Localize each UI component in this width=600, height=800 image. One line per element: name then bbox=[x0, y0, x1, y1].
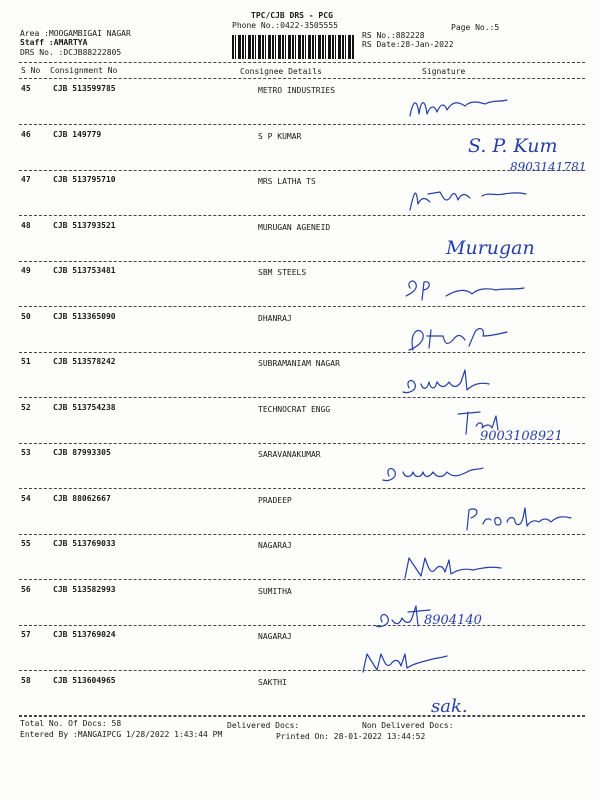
row-consignment: CJB 513795710 bbox=[53, 175, 116, 184]
signature-53 bbox=[375, 452, 490, 492]
footer-divider bbox=[19, 715, 585, 716]
page-title: TPC/CJB DRS - PCG bbox=[251, 11, 333, 20]
row-consignment: CJB 149779 bbox=[53, 129, 102, 139]
signature-46 bbox=[460, 128, 595, 174]
row-sno: 47 bbox=[21, 175, 31, 184]
row-sno: 50 bbox=[21, 311, 31, 321]
col-consignee: Consignee Details bbox=[240, 67, 322, 76]
row-sno: 57 bbox=[21, 630, 31, 639]
row-sno: 48 bbox=[21, 220, 31, 230]
row-sno: 56 bbox=[21, 584, 31, 594]
total-docs: Total No. Of Docs: 58 bbox=[20, 719, 122, 728]
signature-58-text: sak. bbox=[431, 696, 468, 717]
row-sno: 58 bbox=[21, 675, 31, 685]
signature-54 bbox=[455, 500, 585, 536]
signature-46-text: S. P. Kum bbox=[468, 135, 558, 157]
table-row bbox=[0, 358, 600, 403]
row-consignee: SBM STEELS bbox=[258, 268, 307, 277]
row-consignment: CJB 88062667 bbox=[53, 493, 111, 503]
barcode bbox=[232, 35, 354, 59]
row-consignee: S P KUMAR bbox=[258, 131, 302, 141]
row-sno: 54 bbox=[21, 493, 31, 503]
printed-on: Printed On: 28-01-2022 13:44:52 bbox=[276, 732, 426, 741]
drs-number: DRS No. :DCJB88222805 bbox=[20, 48, 122, 57]
row-consignee: PRADEEP bbox=[258, 495, 292, 505]
row-consignment: CJB 513753481 bbox=[53, 266, 116, 275]
signature-56 bbox=[372, 598, 512, 640]
staff-label: Staff :AMARTYA bbox=[20, 38, 88, 47]
header-divider-top bbox=[19, 62, 585, 63]
row-consignee: TECHNOCRAT ENGG bbox=[258, 404, 331, 414]
row-sno: 45 bbox=[21, 84, 31, 93]
non-delivered-docs: Non Delivered Docs: bbox=[362, 721, 454, 730]
row-consignee: SAKTHI bbox=[258, 677, 287, 687]
row-consignee: MRS LATHA TS bbox=[258, 177, 316, 186]
row-consignment: CJB 513582993 bbox=[53, 584, 116, 594]
page-number: Page No.:5 bbox=[451, 23, 500, 32]
signature-47 bbox=[400, 178, 535, 220]
signature-55 bbox=[395, 550, 510, 586]
signature-57 bbox=[355, 646, 455, 678]
signature-48 bbox=[440, 228, 580, 264]
row-divider bbox=[19, 488, 585, 489]
row-consignee: MURUGAN AGENEID bbox=[258, 222, 331, 232]
row-consignee: DHANRAJ bbox=[258, 313, 292, 323]
row-consignment: CJB 513769024 bbox=[53, 630, 116, 639]
delivered-docs: Delivered Docs: bbox=[227, 721, 300, 730]
row-divider bbox=[19, 670, 585, 671]
col-signature: Signature bbox=[422, 67, 466, 76]
row-sno: 49 bbox=[21, 266, 31, 275]
row-consignment: CJB 513793521 bbox=[53, 220, 116, 230]
row-consignee: SUBRAMANIAM NAGAR bbox=[258, 359, 340, 368]
signature-52 bbox=[450, 404, 590, 448]
row-sno: 53 bbox=[21, 448, 31, 457]
row-consignee: SUMITHA bbox=[258, 586, 292, 596]
rs-date: RS Date:28-Jan-2022 bbox=[362, 40, 454, 49]
signature-58 bbox=[425, 688, 515, 722]
row-consignment: CJB 513365090 bbox=[53, 311, 116, 321]
signature-50 bbox=[395, 320, 525, 356]
entered-by: Entered By :MANGAIPCG 1/28/2022 1:43:44 PM bbox=[20, 730, 223, 739]
signature-48-text: Murugan bbox=[446, 237, 535, 259]
row-consignee: METRO INDUSTRIES bbox=[258, 86, 336, 95]
col-sno: S No bbox=[21, 66, 41, 75]
phone-number: Phone No.:0422-3505555 bbox=[232, 21, 338, 30]
signature-51 bbox=[395, 364, 505, 400]
signature-49 bbox=[400, 274, 530, 308]
row-sno: 55 bbox=[21, 539, 31, 548]
table-row bbox=[0, 449, 600, 494]
header-divider-bottom bbox=[19, 78, 585, 79]
signature-52-phone: 9003108921 bbox=[480, 429, 563, 444]
row-sno: 46 bbox=[21, 129, 31, 139]
row-sno: 51 bbox=[21, 357, 31, 366]
signature-56-phone: 8904140 bbox=[424, 613, 482, 628]
table-row bbox=[0, 540, 600, 585]
row-consignment: CJB 513578242 bbox=[53, 357, 116, 366]
signature-45 bbox=[395, 90, 515, 130]
row-consignee: NAGARAJ bbox=[258, 541, 292, 550]
row-consignment: CJB 513769033 bbox=[53, 539, 116, 548]
row-consignment: CJB 513754238 bbox=[53, 402, 116, 412]
row-consignment: CJB 513604965 bbox=[53, 675, 116, 685]
row-sno: 52 bbox=[21, 402, 31, 412]
area-label: Area :MOOGAMBIGAI NAGAR bbox=[20, 29, 131, 38]
row-consignee: NAGARAJ bbox=[258, 632, 292, 641]
col-consignment: Consignment No bbox=[50, 66, 118, 75]
row-consignment: CJB 513599785 bbox=[53, 84, 116, 93]
row-consignment: CJB 87993305 bbox=[53, 448, 111, 457]
row-consignee: SARAVANAKUMAR bbox=[258, 450, 321, 459]
rs-number: RS No.:882228 bbox=[362, 31, 425, 40]
signature-46-phone: 8903141781 bbox=[510, 160, 587, 174]
